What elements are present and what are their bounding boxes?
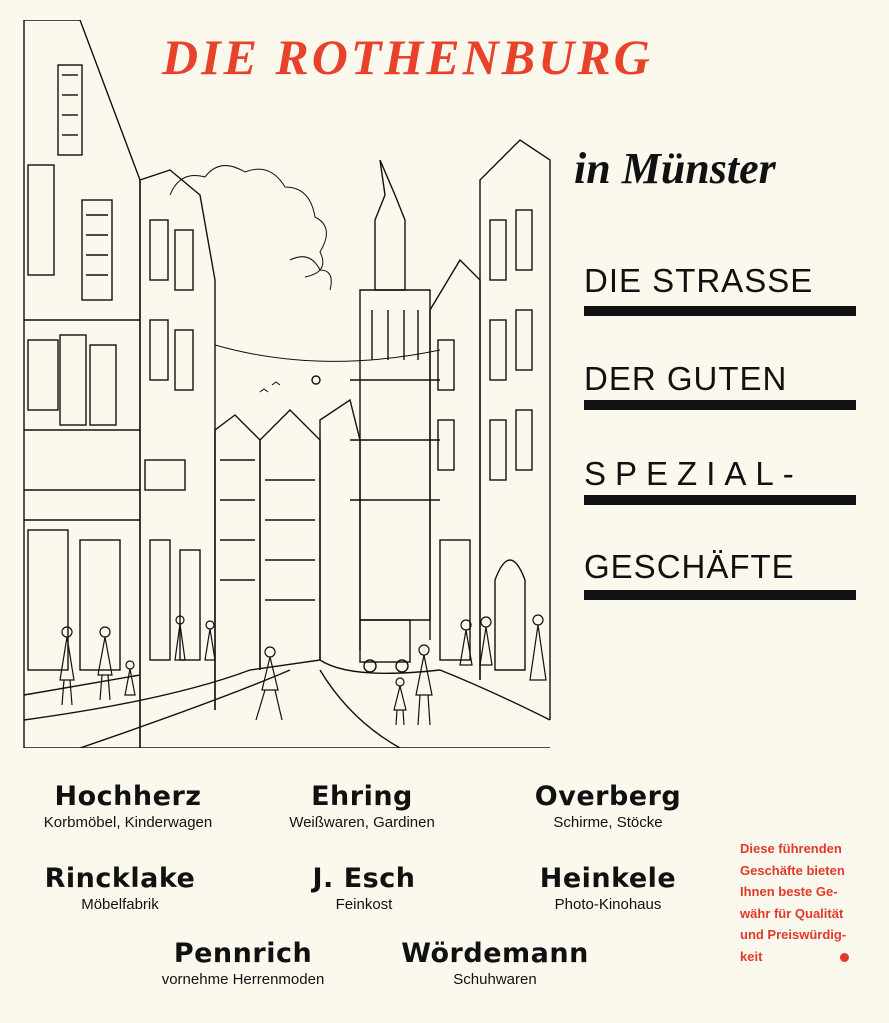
shop-desc: vornehme Herrenmoden [161, 971, 325, 988]
slogan-text: DER GUTEN [584, 360, 788, 397]
shop-j-esch [264, 863, 464, 913]
shop-name: Pennrich [173, 938, 313, 969]
shop-name: Heinkele [539, 863, 677, 894]
slogan-text: GESCHÄFTE [584, 548, 795, 585]
note-line: Geschäfte bieten [740, 862, 845, 878]
shop-woerdemann [380, 938, 610, 988]
slogan-underline [584, 495, 856, 505]
note-line: währ für Qualität [740, 905, 844, 921]
slogan-line-1 [584, 262, 856, 300]
shop-name: J. Esch [312, 863, 416, 894]
slogan-underline [584, 400, 856, 410]
shop-name: Rincklake [44, 863, 196, 894]
shop-hochherz [18, 781, 238, 831]
slogan-underline [584, 590, 856, 600]
shop-rincklake [20, 863, 220, 913]
shop-desc: Möbelfabrik [81, 896, 159, 913]
slogan-line-2 [584, 360, 856, 398]
slogan-line-3 [584, 455, 856, 493]
note-line-last [740, 946, 870, 968]
shop-name: Wördemann [401, 938, 589, 969]
note-line: keit [740, 948, 763, 964]
shop-desc: Korbmöbel, Kinderwagen [43, 814, 213, 831]
shop-name: Overberg [534, 781, 682, 812]
shop-ehring [262, 781, 462, 831]
slogan-text: DIE STRASSE [584, 262, 814, 299]
slogan-line-4 [584, 548, 856, 586]
shop-pennrich [128, 938, 358, 988]
slogan-underline [584, 306, 856, 316]
shop-desc: Weißwaren, Gardinen [289, 814, 435, 831]
slogan-text: SPEZIAL- [584, 455, 803, 492]
shop-desc: Feinkost [335, 896, 393, 913]
shop-desc: Photo-Kinohaus [554, 896, 662, 913]
page-subtitle: in Münster [574, 144, 776, 193]
shop-desc: Schuhwaren [453, 971, 537, 988]
note-line: Diese führenden [740, 841, 842, 856]
shop-overberg [508, 781, 708, 831]
page-title: DIE ROTHENBURG [162, 29, 653, 85]
street-illustration [20, 20, 552, 748]
shop-name: Ehring [311, 781, 413, 812]
note-line: und Preiswürdig- [740, 927, 847, 942]
note-line: Ihnen beste Ge- [740, 884, 838, 899]
bullet-dot-icon [840, 953, 849, 962]
shop-heinkele [508, 863, 708, 913]
quality-note [740, 838, 870, 967]
shop-name: Hochherz [54, 781, 202, 812]
shop-desc: Schirme, Stöcke [553, 814, 663, 831]
